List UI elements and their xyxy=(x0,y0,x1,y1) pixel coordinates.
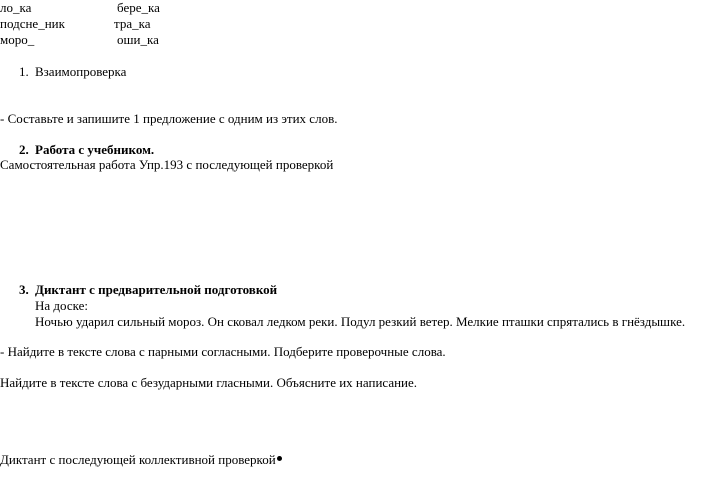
item-3-number: 3. xyxy=(19,282,29,297)
board-text: Ночью ударил сильный мороз. Он сковал ледком реки. Подул резкий ветер. Мелкие пташки спрятались в гнёздышке. xyxy=(35,314,686,329)
word-right-1: бере_ка xyxy=(117,0,160,15)
word-right-2: тра_ка xyxy=(114,16,151,31)
dictation-line xyxy=(0,452,282,467)
word-left-1: ло_ка xyxy=(0,0,32,15)
board-label: На доске: xyxy=(35,298,88,313)
item-2-title: Работа с учебником. xyxy=(35,142,155,157)
independent-work: Самостоятельная работа Упр.193 с последующей проверкой xyxy=(0,157,334,172)
dictation-text: Диктант с последующей коллективной проверкой xyxy=(0,452,276,467)
word-left-2: подсне_ник xyxy=(0,16,65,31)
bullet-dot-icon xyxy=(277,456,282,461)
word-right-3: оши_ка xyxy=(117,32,159,47)
word-left-3: моро_ xyxy=(0,32,35,47)
task-unstressed-vowels: Найдите в тексте слова с безударными гласными. Объясните их написание. xyxy=(0,375,418,390)
item-1-number: 1. xyxy=(19,64,29,79)
item-1-title: Взаимопроверка xyxy=(35,64,127,79)
item-2-number: 2. xyxy=(19,142,29,157)
task-paired-consonants: - Найдите в тексте слова с парными согласными. Подберите проверочные слова. xyxy=(0,344,446,359)
item-3-title: Диктант с предварительной подготовкой xyxy=(35,282,278,297)
task-sentence: - Составьте и запишите 1 предложение с одним из этих слов. xyxy=(0,111,338,126)
